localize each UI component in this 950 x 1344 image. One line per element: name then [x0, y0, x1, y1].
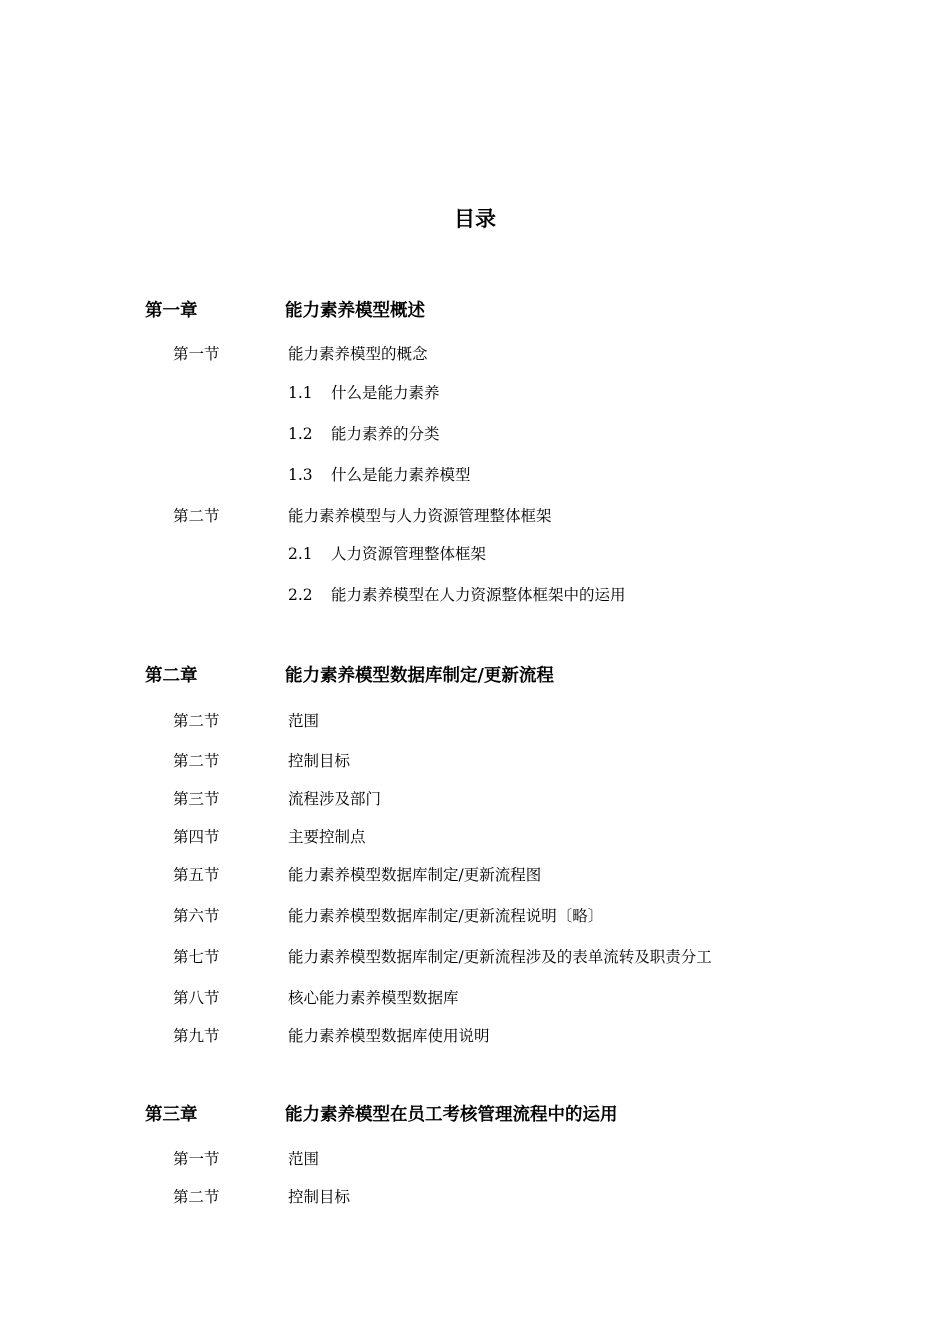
toc-section-label: 第八节 [173, 989, 220, 1007]
toc-chapter-title: 能力素养模型概述 [285, 301, 425, 321]
toc-subsection-title: 什么是能力素养 [331, 384, 440, 402]
toc-section-entry [0, 1023, 950, 1049]
toc-section-label: 第三节 [173, 790, 220, 808]
toc-section-entry [0, 1184, 950, 1210]
toc-subsection-entry [0, 380, 950, 406]
toc-section-entry [0, 1146, 950, 1172]
toc-section-title: 范围 [288, 712, 320, 730]
toc-chapter-entry [0, 298, 950, 324]
toc-section-entry [0, 708, 950, 734]
toc-subsection-label: 1.3 [288, 466, 313, 484]
toc-section-entry [0, 903, 950, 929]
toc-section-entry [0, 985, 950, 1011]
toc-chapter-label: 第一章 [145, 301, 198, 321]
toc-chapter-entry [0, 1102, 950, 1128]
toc-section-entry [0, 341, 950, 367]
toc-section-entry [0, 748, 950, 774]
toc-section-title: 范围 [288, 1150, 320, 1168]
toc-subsection-label: 2.1 [288, 545, 313, 563]
toc-section-title: 能力素养模型的概念 [288, 345, 428, 363]
toc-section-label: 第五节 [173, 866, 220, 884]
toc-section-title: 核心能力素养模型数据库 [288, 989, 459, 1007]
toc-section-label: 第四节 [173, 828, 220, 846]
toc-subsection-entry [0, 541, 950, 567]
toc-chapter-label: 第二章 [145, 666, 198, 686]
toc-section-title: 能力素养模型数据库使用说明 [288, 1027, 490, 1045]
toc-section-title: 能力素养模型数据库制定/更新流程图 [288, 866, 542, 884]
toc-subsection-label: 1.1 [288, 384, 313, 402]
toc-chapter-title: 能力素养模型在员工考核管理流程中的运用 [285, 1105, 618, 1125]
toc-subsection-title: 什么是能力素养模型 [331, 466, 471, 484]
toc-subsection-entry [0, 582, 950, 608]
toc-section-label: 第二节 [173, 1188, 220, 1206]
toc-chapter-entry [0, 663, 950, 689]
toc-subsection-label: 2.2 [288, 586, 313, 604]
toc-subsection-label: 1.2 [288, 425, 313, 443]
toc-subsection-entry [0, 462, 950, 488]
toc-section-label: 第二节 [173, 752, 220, 770]
toc-section-title: 流程涉及部门 [288, 790, 382, 808]
toc-section-label: 第二节 [173, 712, 220, 730]
toc-chapter-title: 能力素养模型数据库制定/更新流程 [285, 666, 554, 686]
toc-subsection-title: 能力素养的分类 [331, 425, 440, 443]
toc-section-label: 第一节 [173, 1150, 220, 1168]
toc-section-label: 第二节 [173, 507, 220, 525]
toc-section-title: 控制目标 [288, 1188, 351, 1206]
toc-title: 目录 [454, 207, 496, 231]
toc-section-label: 第九节 [173, 1027, 220, 1045]
toc-section-entry [0, 944, 950, 970]
toc-section-title: 能力素养模型数据库制定/更新流程说明〔略〕 [288, 907, 604, 925]
toc-section-label: 第六节 [173, 907, 220, 925]
toc-section-title: 能力素养模型与人力资源管理整体框架 [288, 507, 552, 525]
toc-section-entry [0, 824, 950, 850]
toc-section-title: 主要控制点 [288, 828, 366, 846]
toc-section-entry [0, 786, 950, 812]
toc-subsection-entry [0, 421, 950, 447]
toc-section-label: 第七节 [173, 948, 220, 966]
toc-subsection-title: 能力素养模型在人力资源整体框架中的运用 [331, 586, 626, 604]
toc-section-title: 控制目标 [288, 752, 351, 770]
toc-section-title: 能力素养模型数据库制定/更新流程涉及的表单流转及职责分工 [288, 948, 712, 966]
toc-chapter-label: 第三章 [145, 1105, 198, 1125]
toc-section-entry [0, 862, 950, 888]
toc-subsection-title: 人力资源管理整体框架 [331, 545, 487, 563]
toc-section-entry [0, 503, 950, 529]
toc-section-label: 第一节 [173, 345, 220, 363]
